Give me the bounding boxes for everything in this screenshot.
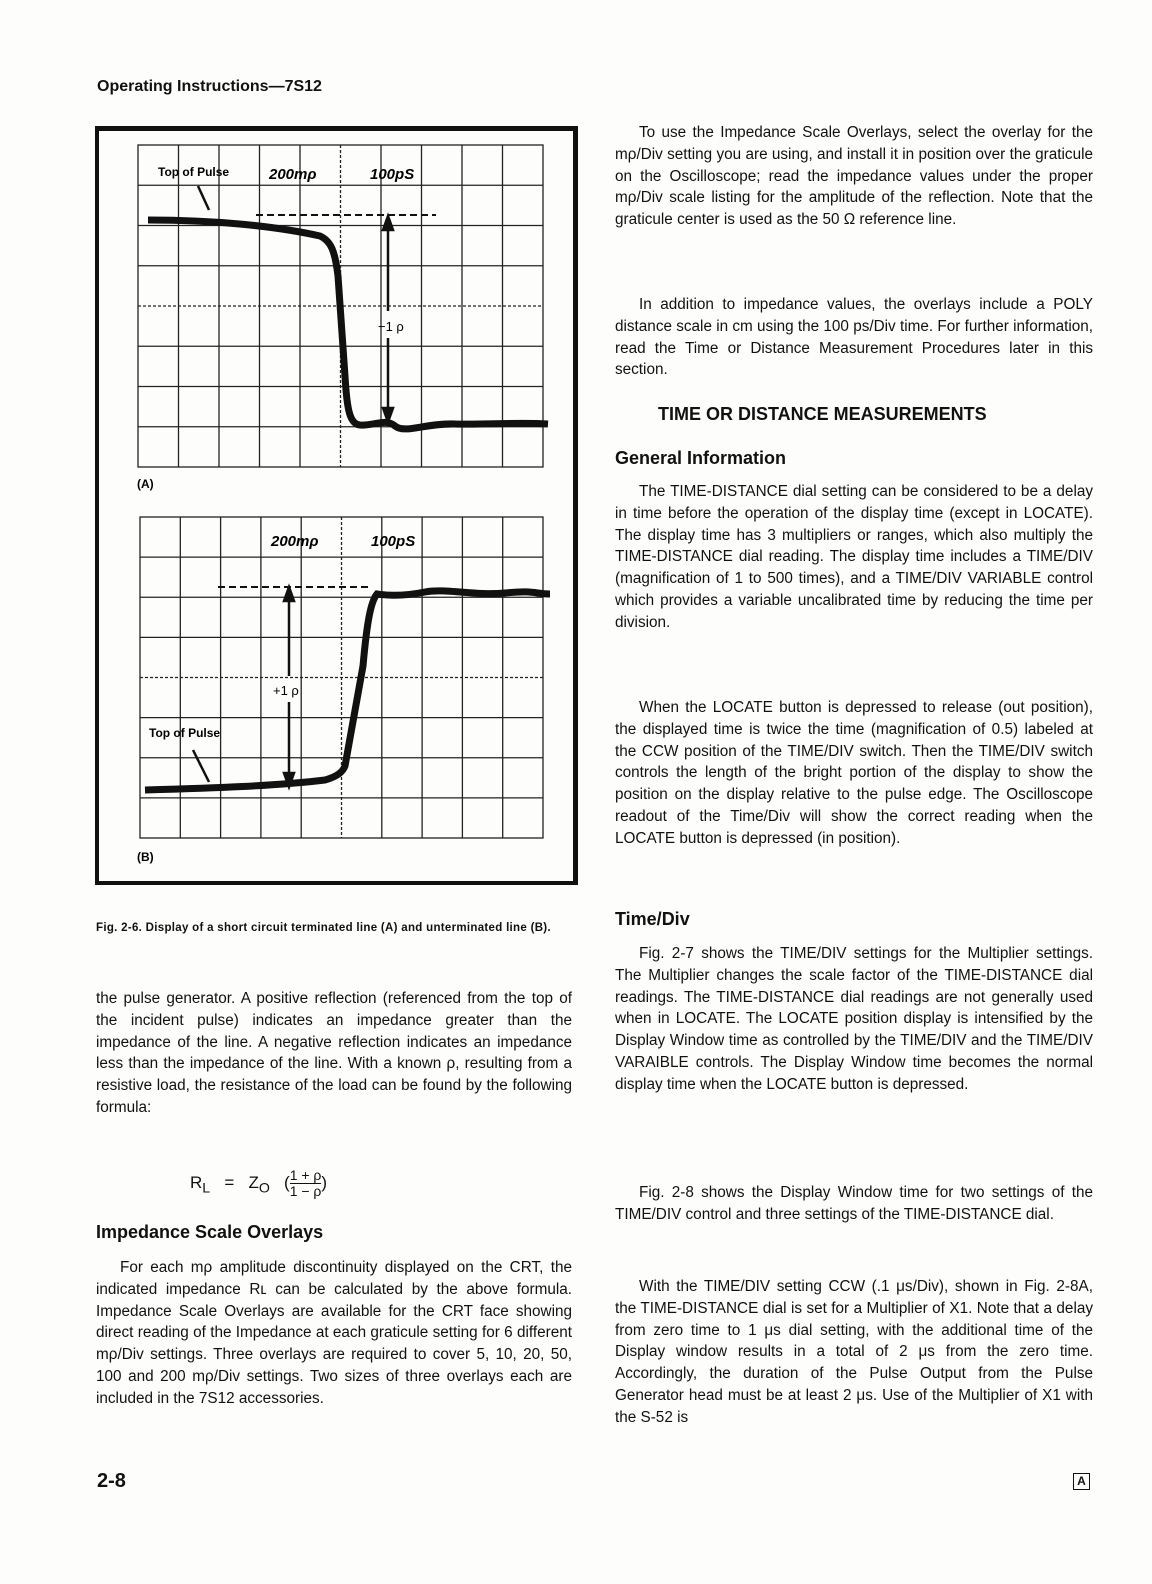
right-paragraph-3: The TIME-DISTANCE dial setting can be considered to be a delay in time before the operation of the display time (except in LOCATE). The display time has 3 multipliers or ranges, which also multiply the TIME-DISTANCE dial reading. The display time includes a TIME/DIV (magnification of 1 to 500 times), and a TIME/DIV VARIABLE control which provides a variable uncalibrated time by reducing the time per division. <box>615 483 1093 631</box>
section-heading: TIME OR DISTANCE MEASUREMENTS <box>658 404 987 424</box>
top-of-pulse-label-b: Top of Pulse <box>149 726 221 740</box>
right-paragraph-6: Fig. 2-8 shows the Display Window time for two settings of the TIME/DIV control and three settings of the TIME-DISTANCE dial. <box>615 1184 1093 1223</box>
trace-a <box>148 220 548 429</box>
scale-volts-a: 200mρ <box>269 166 317 183</box>
right-paragraph-4: When the LOCATE button is depressed to release (out position), the displayed time is twice the time (magnification of 0.5) labeled at the CCW position of the TIME/DIV switch. Then the TIME/DIV switch controls the length of the bright portion of the display to show the position on the display relative to the pulse edge. The Oscilloscope readout of the Time/Div will show the correct reading when the LOCATE button is depressed (in position). <box>615 699 1093 847</box>
right-paragraph-2: In addition to impedance values, the overlays include a POLY distance scale in cm using the 100 ps/Div time. For further information, read the Time or Distance Measurement Procedures later in this section. <box>615 296 1093 379</box>
left-paragraph-1: the pulse generator. A positive reflection (referenced from the top of the incident pulse) indicates an impedance greater than the impedance of the line. A negative reflection indicates an impedance less than the impedance of the line. With a known ρ, resulting from a resistive load, the resistance of the load can be found by the following formula: <box>96 990 572 1116</box>
reflection-label-a: −1 ρ <box>378 319 404 334</box>
figure-2-6 <box>95 126 578 885</box>
figure-frame <box>97 128 576 883</box>
scale-volts-b: 200mρ <box>271 533 319 550</box>
pointer-arrow-b <box>193 750 209 782</box>
right-paragraph-7: With the TIME/DIV setting CCW (.1 μs/Div), shown in Fig. 2-8A, the TIME-DISTANCE dial is set for a Multiplier of X1. Note that a delay from zero time to 1 μs dial setting, with the additional time of the Display window results in a total of 2 μs from the zero time. Accordingly, the duration of the Pulse Output from the Pulse Generator head must be at least 2 μs. Use of the Multiplier of X1 with the S-52 is <box>615 1278 1093 1426</box>
running-head: Operating Instructions—7S12 <box>97 78 322 95</box>
top-of-pulse-label-a: Top of Pulse <box>158 165 230 179</box>
right-paragraph-5: Fig. 2-7 shows the TIME/DIV settings for the Multiplier settings. The Multiplier changes the scale factor of the TIME-DISTANCE dial readings. The TIME-DISTANCE dial readings are not generally used when in LOCATE. The LOCATE position display is intensified by the Display Window time as controlled by the TIME/DIV and the TIME/DIV VARAIBLE controls. The Display Window time becomes the normal display time when the LOCATE button is depressed. <box>615 945 1093 1093</box>
left-paragraph-2: For each mρ amplitude discontinuity displayed on the CRT, the indicated impedance Rʟ can be calculated by the above formula. Impedance Scale Overlays are available for the CRT face showing direct reading of the Impedance at each graticule setting for 6 different mρ/Div settings. Three overlays are required to cover 5, 10, 20, 50, 100 and 200 mρ/Div settings. Two sizes of three overlays each are included in the 7S12 accessories. <box>96 1259 572 1407</box>
subheading-general-information: General Information <box>615 448 787 468</box>
scale-time-b: 100pS <box>371 533 416 550</box>
page-number: 2-8 <box>97 1470 126 1492</box>
formula: $R_L$ = $Z_O$ ( $\frac{1 + \rho}{1 - \rho}$ ) <box>190 1167 328 1199</box>
reflection-label-b: +1 ρ <box>273 683 299 698</box>
panel-a-label: (A) <box>137 477 154 491</box>
revision-mark: A <box>1073 1473 1090 1490</box>
figure-caption: Fig. 2-6. Display of a short circuit terminated line (A) and unterminated line (B). <box>96 922 551 934</box>
right-paragraph-1: To use the Impedance Scale Overlays, select the overlay for the mρ/Div setting you are using, and install it in position over the graticule on the Oscilloscope; read the impedance values under the proper mρ/Div scale listing for the amplitude of the reflection. Note that the graticule center is used as the 50 Ω reference line. <box>615 124 1093 229</box>
subheading-time-div: Time/Div <box>615 909 690 929</box>
heading-impedance-scale-overlays: Impedance Scale Overlays <box>96 1222 324 1242</box>
scale-time-a: 100pS <box>370 166 415 183</box>
trace-b <box>145 591 550 790</box>
pointer-arrow-a <box>198 186 209 210</box>
panel-b-label: (B) <box>137 850 154 864</box>
